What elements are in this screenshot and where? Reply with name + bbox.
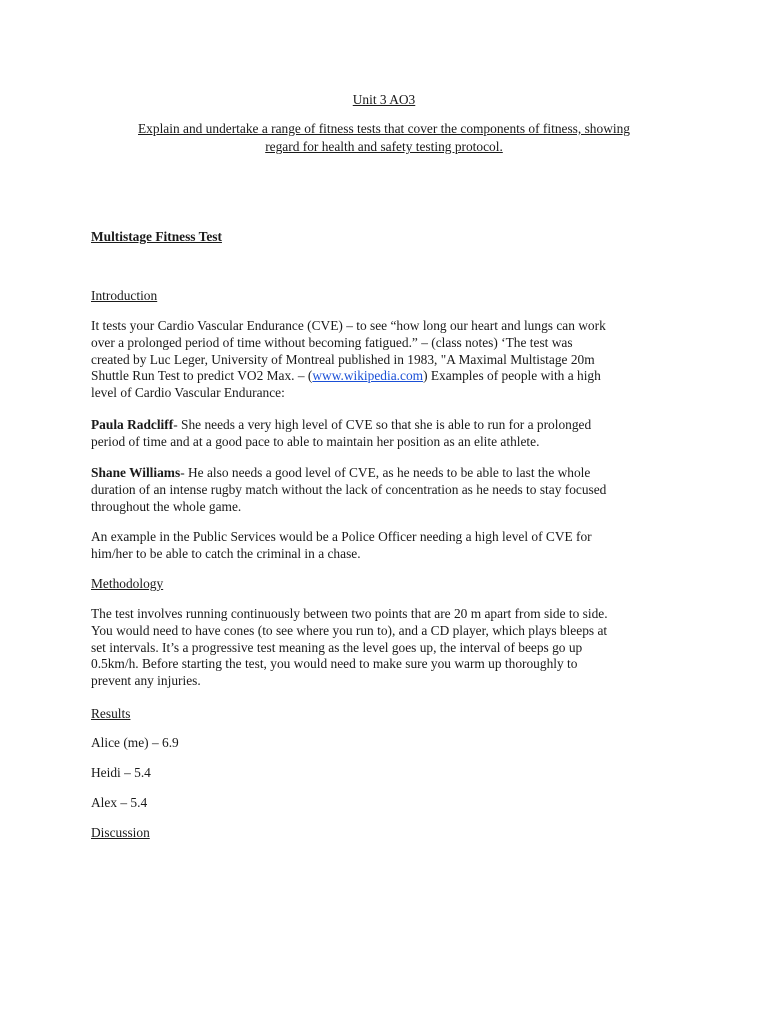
introduction-line-with-link <box>91 368 691 385</box>
example-line <box>91 465 691 482</box>
example-line: period of time and at a good pace to able to maintain her position as an elite athlete. <box>91 433 540 449</box>
example-shane-williams <box>91 465 691 515</box>
example-text: - He also needs a good level of CVE, as he needs to be able to last the whole <box>180 465 591 480</box>
methodology-line: 0.5km/h. Before starting the test, you would need to make sure you warm up thoroughly to <box>91 656 578 672</box>
methodology-paragraph <box>91 606 691 690</box>
public-services-line: him/her to be able to catch the criminal in a chase. <box>91 545 361 561</box>
example-name: Shane Williams <box>91 465 181 480</box>
introduction-line-prefix: Shuttle Run Test to predict VO2 Max. – ( <box>91 368 313 384</box>
wikipedia-link[interactable]: www.wikipedia.com <box>312 368 424 384</box>
introduction-heading: Introduction <box>91 288 158 303</box>
example-text: - She needs a very high level of CVE so that she is able to run for a prolonged <box>173 417 592 432</box>
introduction-line: over a prolonged period of time without becoming fatigued.” – (class notes) ‘The test was <box>91 334 573 350</box>
result-entry: Alice (me) – 6.9 <box>91 735 179 750</box>
methodology-line: You would need to have cones (to see where you run to), and a CD player, which plays bleeps at <box>91 622 608 638</box>
example-paula-radcliff <box>91 417 691 451</box>
methodology-line: The test involves running continuously between two points that are 20 m apart from side to side. <box>91 606 608 621</box>
discussion-heading: Discussion <box>91 825 150 840</box>
results-heading: Results <box>91 706 131 721</box>
example-line: duration of an intense rugby match without the lack of concentration as he needs to stay focused <box>91 481 607 497</box>
public-services-paragraph <box>91 529 691 563</box>
task-description-line-2: regard for health and safety testing protocol. <box>265 139 503 154</box>
example-line <box>91 417 691 434</box>
result-entry: Alex – 5.4 <box>91 795 148 810</box>
introduction-line: level of Cardio Vascular Endurance: <box>91 385 285 401</box>
introduction-paragraph <box>91 318 691 402</box>
example-name: Paula Radcliff <box>91 417 174 432</box>
methodology-heading: Methodology <box>91 576 164 591</box>
methodology-line: set intervals. It’s a progressive test meaning as the level goes up, the interval of beeps go up <box>91 639 583 655</box>
introduction-line: It tests your Cardio Vascular Endurance (CVE) – to see “how long our heart and lungs can work <box>91 318 606 333</box>
unit-title: Unit 3 AO3 <box>352 92 416 107</box>
methodology-line: prevent any injuries. <box>91 673 201 689</box>
section-title: Multistage Fitness Test <box>91 229 222 244</box>
introduction-line: created by Luc Leger, University of Montreal published in 1983, "A Maximal Multistage 20m <box>91 351 595 367</box>
public-services-line: An example in the Public Services would be a Police Officer needing a high level of CVE for <box>91 529 592 544</box>
result-entry: Heidi – 5.4 <box>91 765 151 780</box>
introduction-line-suffix: ) Examples of people with a high <box>423 368 601 384</box>
task-description-line-1: Explain and undertake a range of fitness tests that cover the components of fitness, showing <box>138 121 630 136</box>
example-line: throughout the whole game. <box>91 498 242 514</box>
